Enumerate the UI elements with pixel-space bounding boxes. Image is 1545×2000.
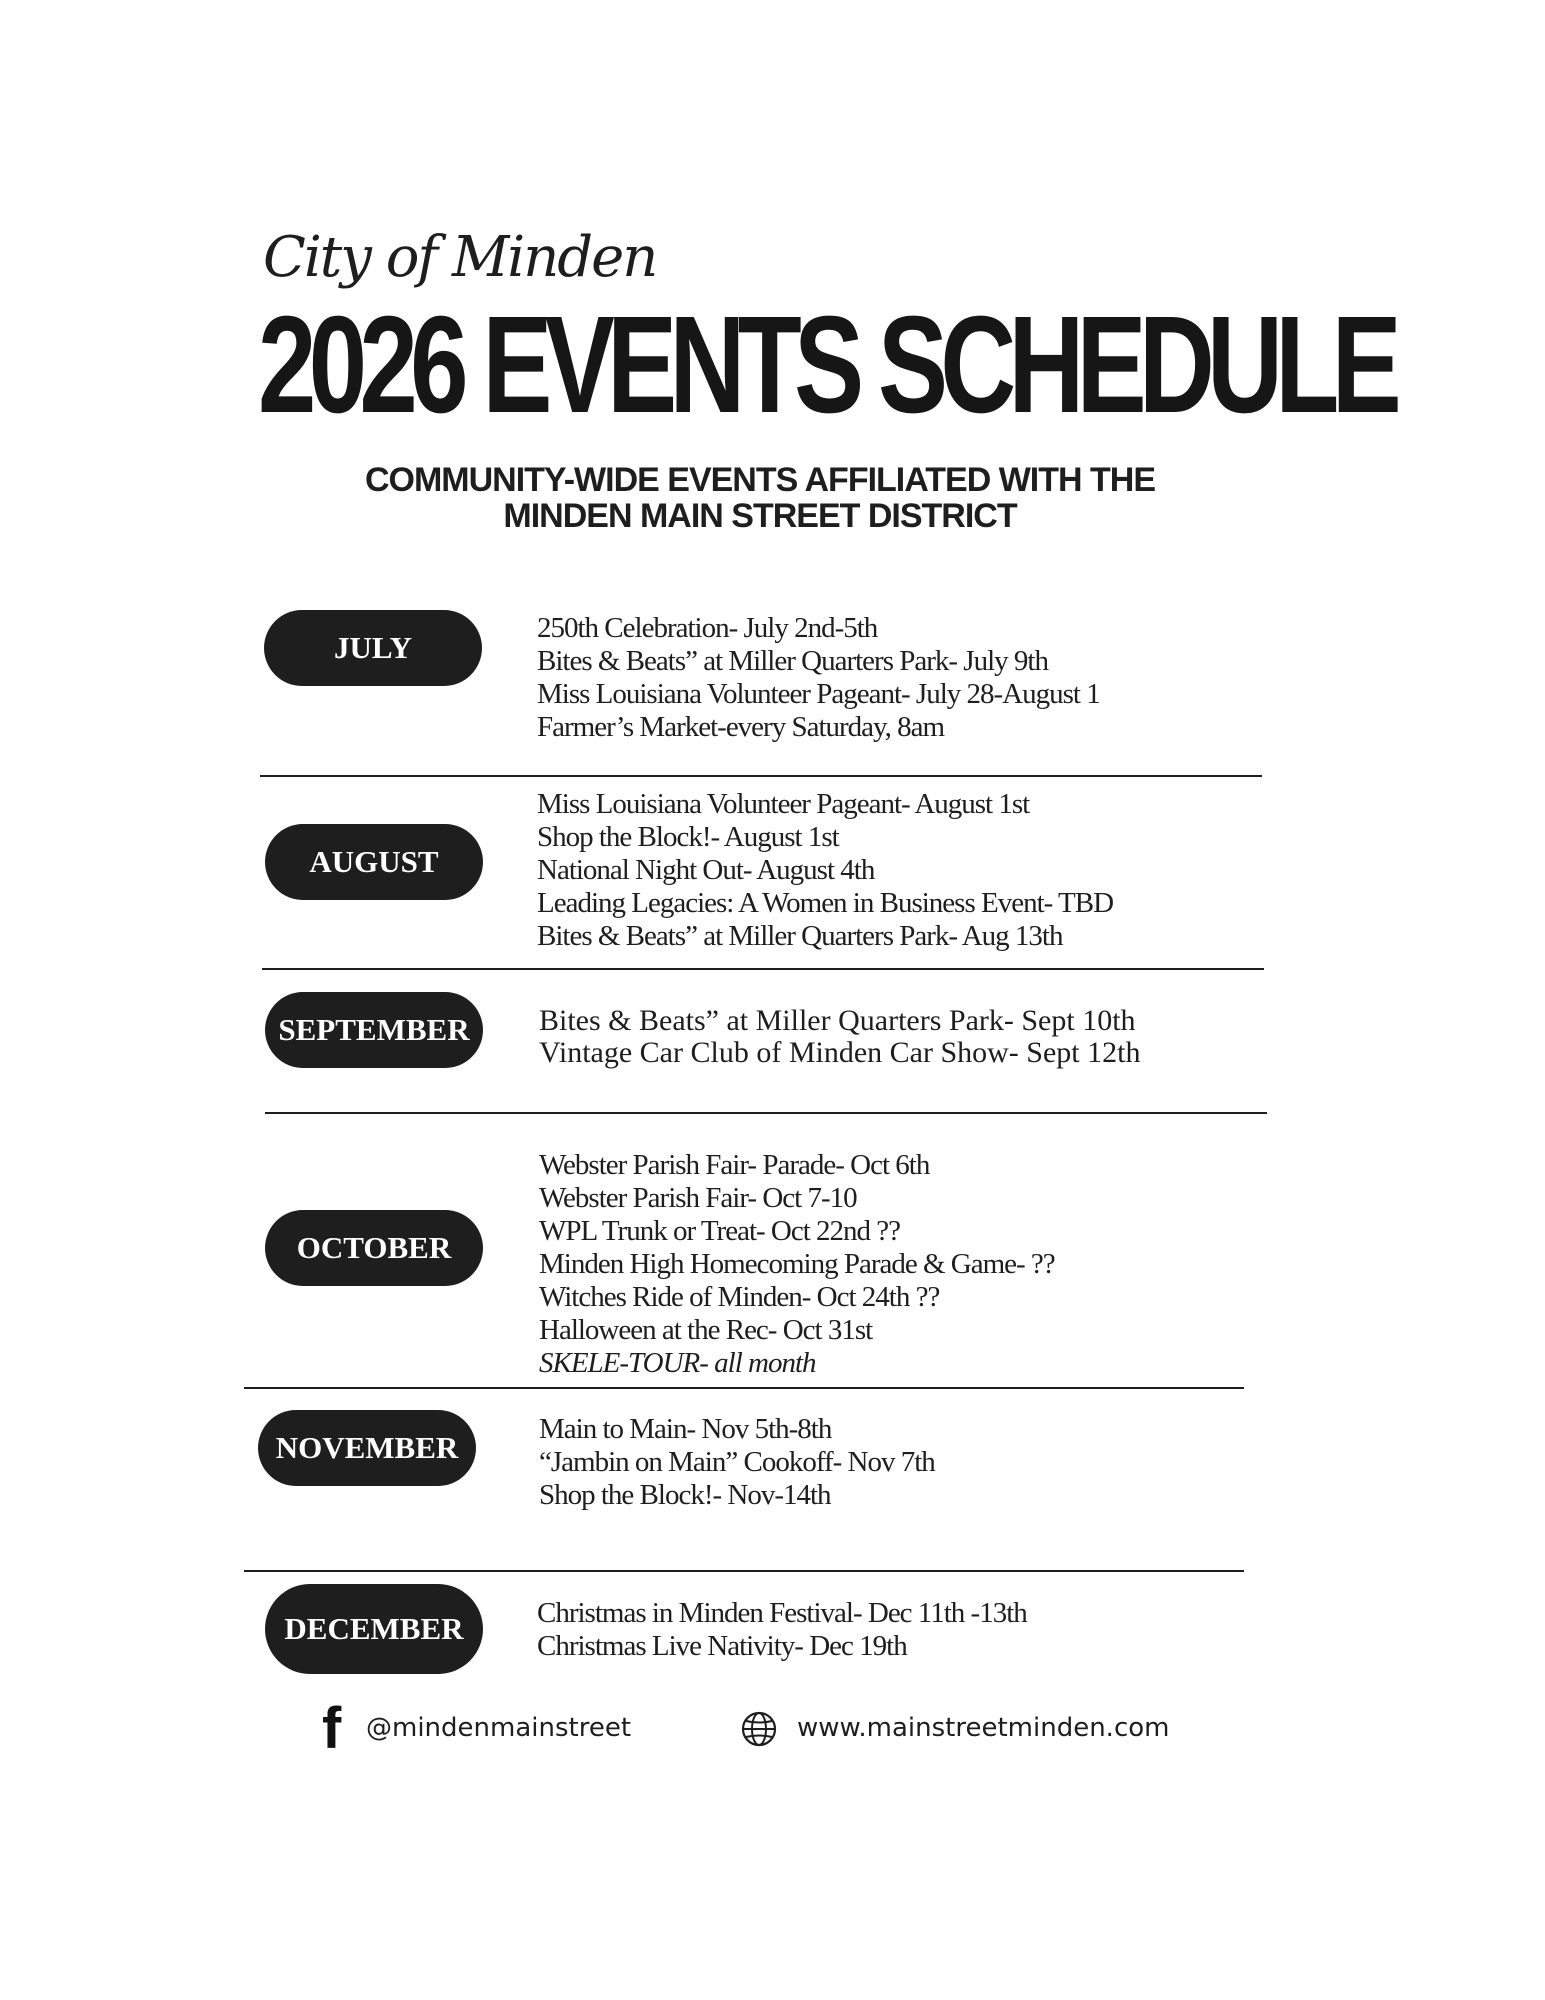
page-title: 2026 EVENTS SCHEDULE	[258, 288, 1395, 442]
website-link[interactable]: www.mainstreetminden.com	[797, 1713, 1170, 1743]
globe-icon	[741, 1711, 777, 1747]
event-item: Bites & Beats” at Miller Quarters Park- Sept 10th	[539, 1004, 1136, 1037]
event-item: Witches Ride of Minden- Oct 24th ??	[539, 1281, 940, 1313]
event-item: Shop the Block!- Nov-14th	[539, 1479, 831, 1511]
facebook-icon[interactable]: f	[322, 1696, 342, 1761]
subtitle-line-1: COMMUNITY-WIDE EVENTS AFFILIATED WITH THE	[364, 461, 1156, 499]
event-item: SKELE-TOUR- all month	[539, 1347, 816, 1379]
event-item: Webster Parish Fair- Parade- Oct 6th	[539, 1149, 930, 1181]
city-name: City of Minden	[263, 225, 657, 290]
event-item: Miss Louisiana Volunteer Pageant- July 28-August 1	[537, 678, 1100, 710]
month-badge-august: AUGUST	[265, 824, 483, 900]
event-item: “Jambin on Main” Cookoff- Nov 7th	[539, 1446, 935, 1478]
event-item: Minden High Homecoming Parade & Game- ??	[539, 1248, 1055, 1280]
event-list-july	[537, 612, 1100, 744]
event-item: Miss Louisiana Volunteer Pageant- August 1st	[537, 788, 1030, 820]
divider	[260, 775, 1262, 777]
event-item: Main to Main- Nov 5th-8th	[539, 1413, 832, 1445]
month-badge-december: DECEMBER	[265, 1584, 483, 1674]
month-badge-october: OCTOBER	[265, 1210, 483, 1286]
divider	[244, 1570, 1244, 1572]
event-list-september	[539, 1005, 1140, 1069]
subtitle-line-2: MINDEN MAIN STREET DISTRICT	[503, 497, 1017, 535]
event-item: Christmas Live Nativity- Dec 19th	[537, 1630, 907, 1662]
event-item: 250th Celebration- July 2nd-5th	[537, 612, 878, 644]
event-item: National Night Out- August 4th	[537, 854, 875, 886]
event-item: Bites & Beats” at Miller Quarters Park- July 9th	[537, 645, 1048, 677]
event-item: Webster Parish Fair- Oct 7-10	[539, 1182, 857, 1214]
event-item: Halloween at the Rec- Oct 31st	[539, 1314, 873, 1346]
event-item: WPL Trunk or Treat- Oct 22nd ??	[539, 1215, 901, 1247]
month-badge-november: NOVEMBER	[258, 1410, 476, 1486]
divider	[262, 968, 1264, 970]
event-item: Farmer’s Market-every Saturday, 8am	[537, 711, 945, 743]
event-item: Leading Legacies: A Women in Business Event- TBD	[537, 887, 1114, 919]
event-item: Vintage Car Club of Minden Car Show- Sept 12th	[539, 1036, 1141, 1069]
divider	[265, 1112, 1267, 1114]
divider	[244, 1387, 1244, 1389]
event-list-october	[539, 1149, 1055, 1380]
event-list-december	[537, 1597, 1027, 1663]
month-badge-september: SEPTEMBER	[265, 992, 483, 1068]
event-item: Shop the Block!- August 1st	[537, 821, 839, 853]
event-list-november	[539, 1413, 935, 1512]
facebook-handle[interactable]: @mindenmainstreet	[366, 1713, 632, 1743]
event-list-august	[537, 788, 1113, 953]
month-badge-july: JULY	[264, 610, 482, 686]
subtitle	[300, 462, 1220, 534]
event-item: Christmas in Minden Festival- Dec 11th -13th	[537, 1597, 1027, 1629]
event-item: Bites & Beats” at Miller Quarters Park- Aug 13th	[537, 920, 1063, 952]
